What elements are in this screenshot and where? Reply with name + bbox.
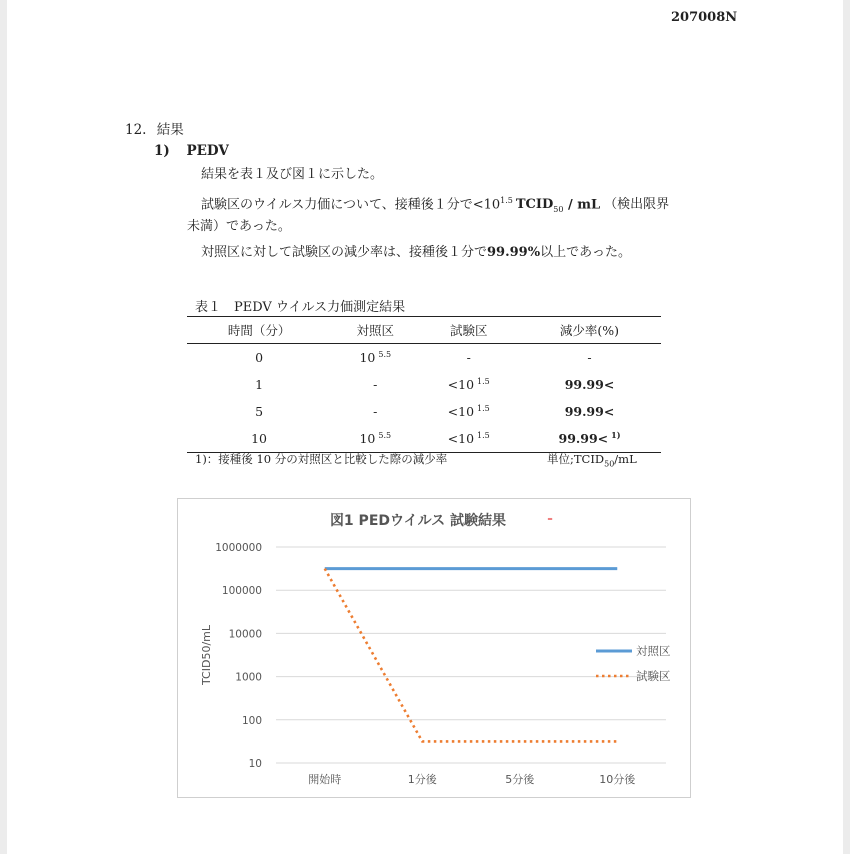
y-tick-label: 100000 <box>221 585 262 598</box>
chart-svg <box>178 499 690 797</box>
table-cell: <10 $^{1.5}$ <box>447 403 490 420</box>
paragraph-3: 対照区に対して試験区の減少率は、接種後１分で99.99%以上であった。 <box>201 245 631 260</box>
table-cell: 99.99< <box>564 377 615 392</box>
table-caption: 表１ PEDV ウイルス力価測定結果 <box>195 300 406 315</box>
subsection-title: PEDV <box>186 143 229 159</box>
legend-label: 試験区 <box>636 669 671 683</box>
table-row <box>187 398 661 425</box>
table-unit: 単位$;TCID_{50}/mL$ <box>547 452 637 469</box>
y-tick-label: 10000 <box>228 628 262 641</box>
subsection-heading <box>154 143 229 159</box>
x-tick-label: 1分後 <box>407 773 437 786</box>
section-heading <box>125 118 184 138</box>
x-tick-label: 5分後 <box>505 773 535 786</box>
document-id: 207008N <box>671 10 738 25</box>
table-cell: 99.99< <box>564 404 615 419</box>
table-header-row <box>187 317 661 344</box>
document-page <box>7 0 843 854</box>
figure-1-chart <box>177 498 691 798</box>
table-cell: - <box>373 377 378 392</box>
table-cell: - <box>587 350 592 365</box>
paragraph-2: 試験区のウイルス力価について、接種後１分で$<10^{1.5}$ $TCID_{50}$ / mL （検出限界 <box>201 196 670 214</box>
table-row <box>187 371 661 398</box>
table-cell: - <box>373 404 378 419</box>
header-test: 試験区 <box>419 317 518 344</box>
table-cell: 5 <box>255 404 264 419</box>
series-line-2 <box>325 569 618 742</box>
paragraph-1: 結果を表１及び図１に示した。 <box>201 167 384 182</box>
table-cell: 10 <box>187 425 331 453</box>
table-cell: - <box>466 350 471 365</box>
y-tick-label: 100 <box>241 714 262 727</box>
header-reduction: 減少率(%) <box>518 317 661 344</box>
table-cell: 99.99< $^{1)}$ <box>518 425 661 453</box>
table-cell: 0 <box>255 350 264 365</box>
table-cell: <10 $^{1.5}$ <box>419 425 518 453</box>
table-cell: 10 $^{5.5}$ <box>359 349 392 366</box>
subsection-number: 1) <box>154 143 170 159</box>
header-control: 対照区 <box>331 317 419 344</box>
table-footnote: 1)：接種後 10 分の対照区と比較した際の減少率 <box>195 452 448 466</box>
chart-title-marker: - <box>547 511 553 527</box>
table-row <box>187 425 661 453</box>
x-tick-label: 開始時 <box>308 773 342 786</box>
legend-label: 対照区 <box>636 644 671 658</box>
section-title: 結果 <box>156 122 184 138</box>
section-number: 12. <box>125 122 147 138</box>
paragraph-2-cont: 未満）であった。 <box>187 219 291 234</box>
table-cell: 1 <box>255 377 264 392</box>
y-tick-label: 1000000 <box>215 542 262 554</box>
y-axis-label: TCID50/mL <box>200 624 213 686</box>
chart-title: 図1 PEDウイルス 試験結果 <box>329 513 507 529</box>
table-row <box>187 344 661 372</box>
y-tick-label: 1000 <box>235 671 262 684</box>
x-tick-label: 10分後 <box>599 773 636 786</box>
y-tick-label: 10 <box>248 758 262 770</box>
table-cell: <10 $^{1.5}$ <box>447 376 490 393</box>
table-cell: 10 $^{5.5}$ <box>331 425 419 453</box>
results-table <box>187 316 661 453</box>
header-time: 時間（分） <box>187 317 331 344</box>
